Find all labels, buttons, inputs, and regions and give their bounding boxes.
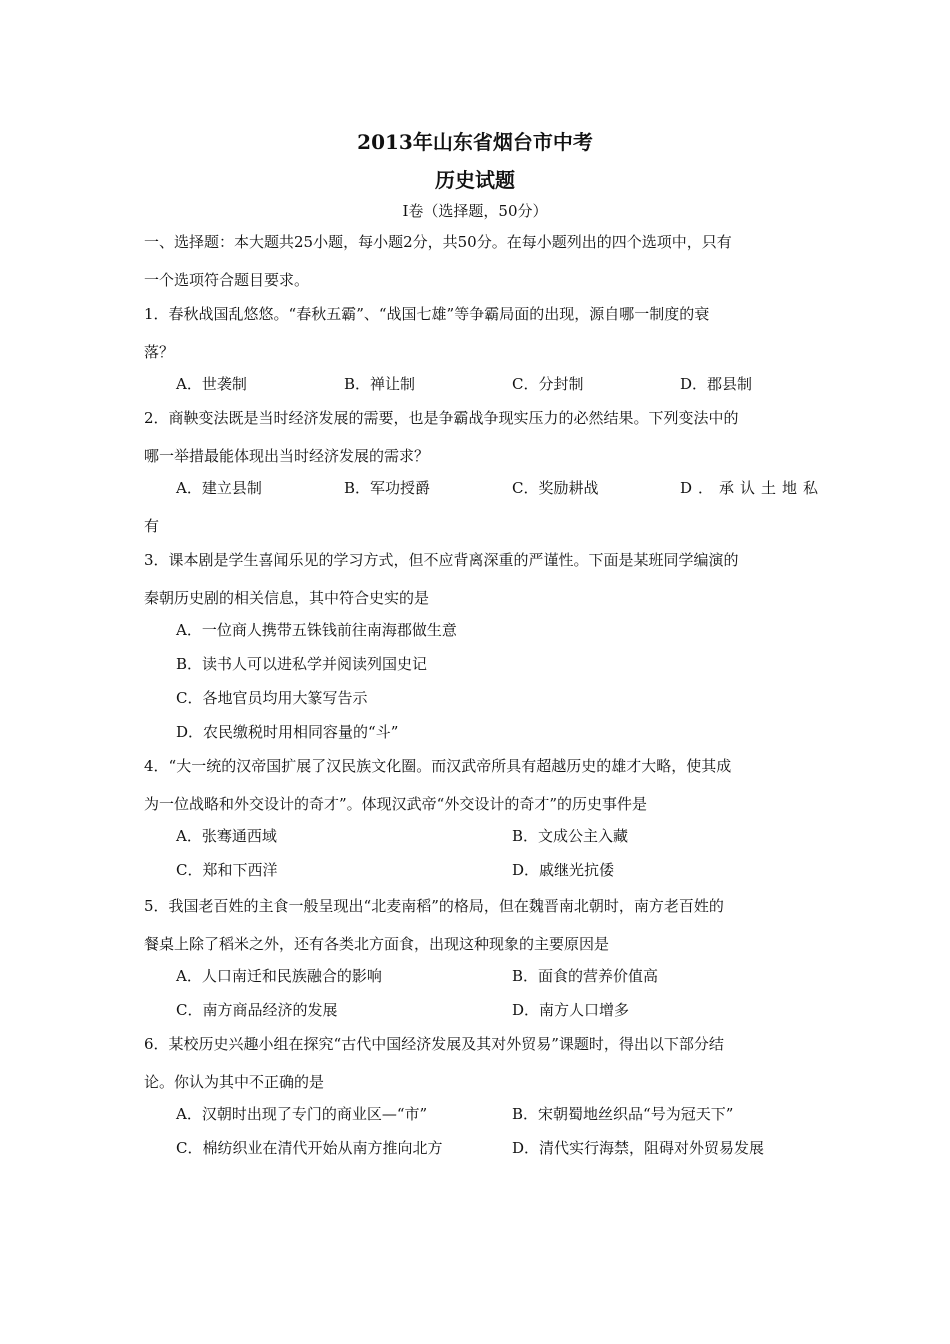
question-2-option-d-overflow: 有 xyxy=(144,517,160,535)
exam-title: 2013年山东省烟台市中考 xyxy=(357,130,593,154)
question-1-option-a: A．世袭制 xyxy=(176,375,247,393)
question-2-stem-cont: 哪一举措最能体现出当时经济发展的需求？ xyxy=(144,447,430,465)
question-1-stem-cont: 落？ xyxy=(144,343,175,361)
question-3-option-d: D．农民缴税时用相同容量的“斗” xyxy=(176,723,399,741)
question-5-stem: 5．我国老百姓的主食一般呈现出“北麦南稻”的格局，但在魏晋南北朝时，南方老百姓的 xyxy=(144,897,724,915)
question-6-option-c: C．棉纺织业在清代开始从南方推向北方 xyxy=(176,1139,443,1157)
question-1-stem: 1．春秋战国乱悠悠。“春秋五霸”、“战国七雄”等争霸局面的出现，源自哪一制度的衰 xyxy=(144,305,710,323)
question-4-stem-cont: 为一位战略和外交设计的奇才”。体现汉武帝“外交设计的奇才”的历史事件是 xyxy=(144,795,648,813)
question-3-option-c: C．各地官员均用大篆写告示 xyxy=(176,689,368,707)
question-5-option-c: C．南方商品经济的发展 xyxy=(176,1001,338,1019)
question-6-stem: 6．某校历史兴趣小组在探究“古代中国经济发展及其对外贸易”课题时，得出以下部分结 xyxy=(144,1035,724,1053)
question-4-option-d: D．戚继光抗倭 xyxy=(512,861,615,879)
question-1-option-b: B．禅让制 xyxy=(344,375,416,393)
question-1-option-d: D．郡县制 xyxy=(680,375,753,393)
question-2-option-c: C．奖励耕战 xyxy=(512,479,599,497)
question-3-stem: 3．课本剧是学生喜闻乐见的学习方式，但不应背离深重的严谨性。下面是某班同学编演的 xyxy=(144,551,739,569)
question-1-option-c: C．分封制 xyxy=(512,375,584,393)
question-2-option-b: B．军功授爵 xyxy=(344,479,431,497)
question-4-stem: 4．“大一统的汉帝国扩展了汉民族文化圈。而汉武帝所具有超越历史的雄才大略，使其成 xyxy=(144,757,732,775)
question-3-option-a: A．一位商人携带五铢钱前往南海郡做生意 xyxy=(176,621,457,639)
instructions-line: 一、选择题：本大题共25小题，每小题2分，共50分。在每小题列出的四个选项中，只有 xyxy=(144,233,732,251)
question-6-option-b: B．宋朝蜀地丝织品“号为冠天下” xyxy=(512,1105,734,1123)
question-2-option-d: D．承认土地私 xyxy=(680,479,825,497)
exam-subject-title: 历史试题 xyxy=(435,168,515,192)
question-3-option-b: B．读书人可以进私学并阅读列国史记 xyxy=(176,655,428,673)
question-4-option-b: B．文成公主入藏 xyxy=(512,827,629,845)
question-5-stem-cont: 餐桌上除了稻米之外，还有各类北方面食，出现这种现象的主要原因是 xyxy=(144,935,610,953)
question-6-stem-cont: 论。你认为其中不正确的是 xyxy=(144,1073,325,1091)
question-5-option-a: A．人口南迁和民族融合的影响 xyxy=(176,967,382,985)
question-5-option-b: B．面食的营养价值高 xyxy=(512,967,659,985)
question-2-stem: 2．商鞅变法既是当时经济发展的需要，也是争霸战争现实压力的必然结果。下列变法中的 xyxy=(144,409,739,427)
question-4-option-a: A．张骞通西域 xyxy=(176,827,277,845)
question-6-option-a: A．汉朝时出现了专门的商业区—“市” xyxy=(176,1105,428,1123)
question-3-stem-cont: 秦朝历史剧的相关信息，其中符合史实的是 xyxy=(144,589,430,607)
question-4-option-c: C．郑和下西洋 xyxy=(176,861,278,879)
instructions-line: 一个选项符合题目要求。 xyxy=(144,271,310,289)
section-heading: Ⅰ卷（选择题，50分） xyxy=(402,202,548,220)
question-5-option-d: D．南方人口增多 xyxy=(512,1001,630,1019)
question-6-option-d: D．清代实行海禁，阻碍对外贸易发展 xyxy=(512,1139,765,1157)
question-2-option-a: A．建立县制 xyxy=(176,479,262,497)
